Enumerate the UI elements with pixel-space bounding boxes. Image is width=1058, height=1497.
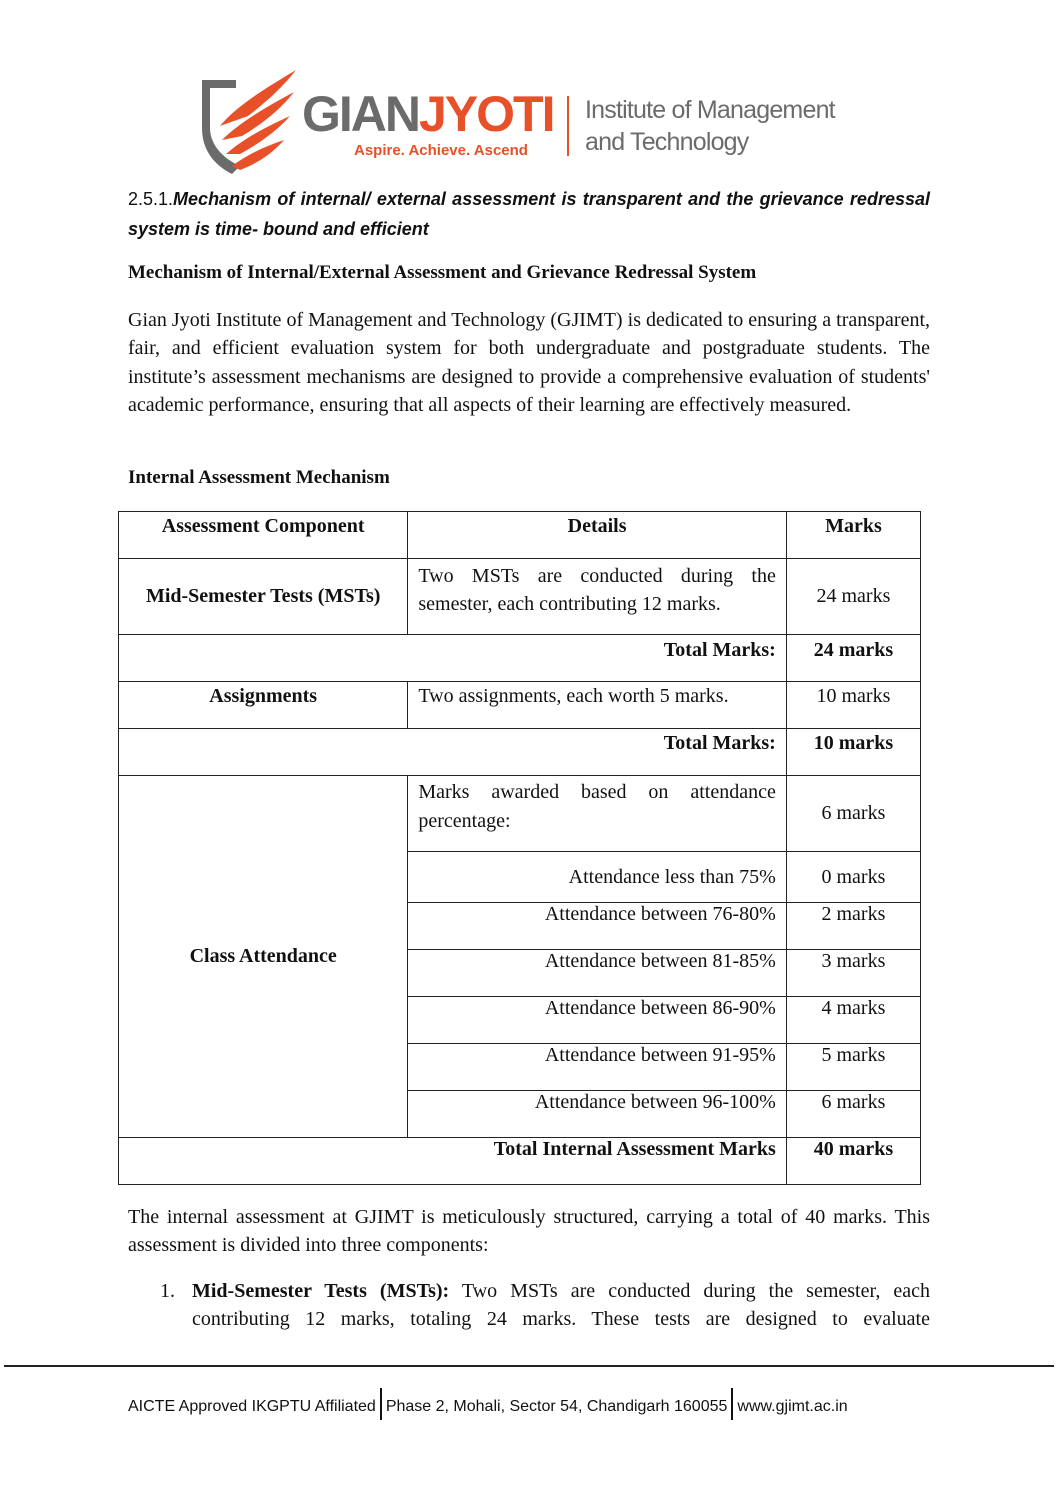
band-label-cell: Attendance less than 75% [408, 852, 786, 903]
main-heading: Mechanism of Internal/External Assessment and Grievance Redressal System [128, 262, 757, 283]
table-row [119, 559, 921, 635]
footer-address: Phase 2, Mohali, Sector 54, Chandigarh 160055 [385, 1398, 728, 1415]
logo-wordmark: GIANJYOTI [302, 86, 554, 142]
criterion-heading [128, 184, 930, 244]
marks-cell: 10 marks [786, 682, 920, 729]
band-label-cell: Attendance between 81-85% [408, 950, 786, 997]
institute-name-line1: Institute of Management [585, 96, 835, 124]
total-marks-cell: 24 marks [786, 635, 920, 682]
footer-separator [380, 1388, 382, 1420]
table-row [119, 635, 921, 682]
table-row [119, 729, 921, 776]
criterion-number: 2.5.1. [128, 189, 174, 209]
band-marks-cell: 4 marks [786, 997, 920, 1044]
list-item-text: Two MSTs are conducted during the semester, each contributing 12 marks, totaling 24 marks. These tests are designed to evaluate [192, 1280, 931, 1331]
total-label-cell: Total Marks: [119, 635, 787, 682]
footer-separator [731, 1388, 733, 1420]
footer-rule [4, 1365, 1054, 1367]
list-item-body [192, 1277, 930, 1334]
band-marks-cell: 3 marks [786, 950, 920, 997]
table-header-cell: Details [408, 512, 786, 559]
footer-website-link[interactable]: www.gjimt.ac.in [737, 1398, 848, 1415]
grand-total-marks-cell: 40 marks [786, 1138, 920, 1185]
total-label-cell: Total Marks: [119, 729, 787, 776]
criterion-text: Mechanism of internal/ external assessment is transparent and the grievance redressal system is time- bound and efficient [128, 189, 930, 239]
table-header-cell: Assessment Component [119, 512, 408, 559]
total-marks-cell: 10 marks [786, 729, 920, 776]
table-header-cell: Marks [786, 512, 920, 559]
band-marks-cell: 0 marks [786, 852, 920, 903]
band-label-cell: Attendance between 86-90% [408, 997, 786, 1044]
component-cell: Mid-Semester Tests (MSTs) [119, 559, 408, 635]
details-cell: Marks awarded based on attendance percentage: [408, 776, 786, 852]
component-cell: Assignments [119, 682, 408, 729]
band-label-cell: Attendance between 91-95% [408, 1044, 786, 1091]
details-cell: Two assignments, each worth 5 marks. [408, 682, 786, 729]
after-table-paragraph: The internal assessment at GJIMT is meticulously structured, carrying a total of 40 marks. This assessment is divided into three components: [128, 1206, 930, 1257]
table-header-row [119, 512, 921, 559]
shield-wing-logo-icon [196, 66, 300, 176]
grand-total-row [119, 1138, 921, 1185]
band-marks-cell: 5 marks [786, 1044, 920, 1091]
header-logo [196, 66, 876, 178]
institute-name-line2: and Technology [585, 128, 749, 156]
logo-divider [567, 96, 569, 156]
band-label-cell: Attendance between 96-100% [408, 1091, 786, 1138]
intro-paragraph: Gian Jyoti Institute of Management and Technology (GJIMT) is dedicated to ensuring a transparent, fair, and efficient evaluation system for both undergraduate and postgraduate students. The institute’s assessment mechanisms are designed to provide a comprehensive evaluation of students' academic performance, ensuring that all aspects of their learning are effectively measured. [128, 309, 930, 417]
logo-tagline: Aspire. Achieve. Ascend [354, 142, 528, 159]
footer-accreditation: AICTE Approved IKGPTU Affiliated [128, 1398, 376, 1415]
internal-assessment-table [118, 511, 921, 1185]
footer [128, 1388, 848, 1420]
marks-cell: 24 marks [786, 559, 920, 635]
component-cell: Class Attendance [119, 776, 408, 1138]
grand-total-label-cell: Total Internal Assessment Marks [119, 1138, 787, 1185]
band-marks-cell: 2 marks [786, 903, 920, 950]
list-item-title: Mid-Semester Tests (MSTs): [192, 1280, 450, 1302]
table-row [119, 776, 921, 852]
band-marks-cell: 6 marks [786, 1091, 920, 1138]
internal-assessment-heading: Internal Assessment Mechanism [128, 467, 390, 488]
band-label-cell: Attendance between 76-80% [408, 903, 786, 950]
details-cell: Two MSTs are conducted during the semester, each contributing 12 marks. [408, 559, 786, 635]
marks-cell: 6 marks [786, 776, 920, 852]
list-item-number: 1. [160, 1280, 175, 1302]
table-row [119, 682, 921, 729]
institute-name [585, 94, 835, 158]
